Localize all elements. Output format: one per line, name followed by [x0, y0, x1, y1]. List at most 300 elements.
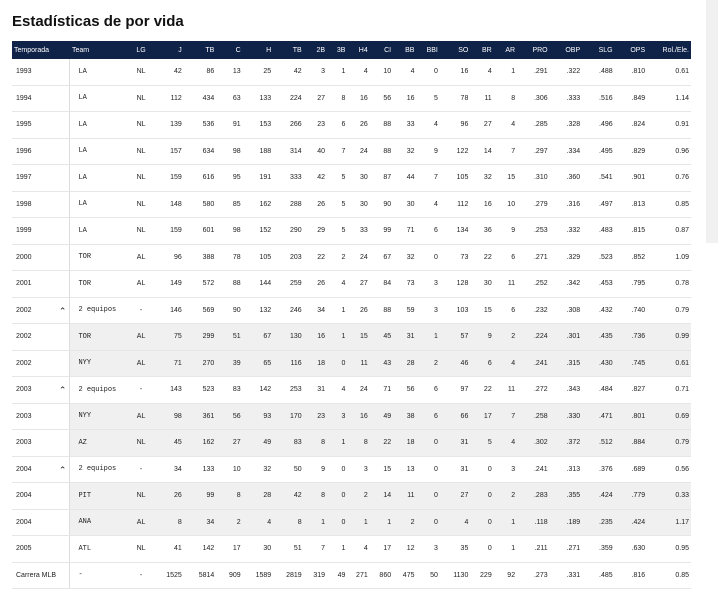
stat-cell: 9 [304, 456, 327, 483]
stat-cell: .827 [615, 377, 648, 404]
stat-cell: 42 [273, 59, 303, 85]
stat-cell: 0.71 [647, 377, 691, 404]
stat-cell: 11 [494, 271, 517, 298]
stat-cell: 388 [184, 244, 217, 271]
column-header[interactable]: AR [505, 46, 516, 54]
stat-cell: .471 [582, 403, 615, 430]
stat-cell: 2 [416, 350, 439, 377]
stat-cell: 5 [327, 165, 347, 192]
stat-cell: 18 [393, 430, 416, 457]
stat-cell: 36 [470, 218, 493, 245]
stat-cell: 10 [370, 59, 393, 85]
table-subrow [12, 509, 691, 536]
stat-cell: 22 [304, 244, 327, 271]
stat-cell: .689 [615, 456, 648, 483]
season-cell: 1994 [12, 85, 70, 112]
stat-cell: 83 [273, 430, 303, 457]
stat-cell: 11 [393, 483, 416, 510]
column-header[interactable]: PRO [532, 46, 548, 54]
stat-cell: 90 [216, 297, 242, 324]
stat-cell: .376 [582, 456, 615, 483]
stat-cell: .541 [582, 165, 615, 192]
stat-cell: 170 [273, 403, 303, 430]
stat-cell: 0.85 [647, 191, 691, 218]
stat-cell: 5 [327, 191, 347, 218]
chevron-up-icon[interactable]: ⌃ [58, 464, 67, 475]
stat-cell: 32 [470, 165, 493, 192]
table-row[interactable] [12, 456, 691, 483]
stat-cell: 569 [184, 297, 217, 324]
column-header[interactable]: BBI [426, 46, 438, 54]
team-cell: ATL [70, 536, 127, 563]
season-cell: 1993 [12, 59, 70, 85]
column-header[interactable]: BR [481, 46, 492, 54]
stat-cell: 229 [470, 562, 493, 589]
league-cell: NL [127, 138, 155, 165]
team-cell: LA [70, 191, 127, 218]
stat-cell: 130 [273, 324, 303, 351]
stat-cell: 33 [347, 218, 369, 245]
stat-cell: 15 [370, 456, 393, 483]
stat-cell: 91 [216, 112, 242, 139]
stat-cell: 3 [416, 536, 439, 563]
column-header[interactable]: J [178, 46, 182, 54]
stat-cell: .302 [517, 430, 550, 457]
stat-cell: 0.79 [647, 297, 691, 324]
league-cell: AL [127, 271, 155, 298]
table-row [12, 85, 691, 112]
stat-cell: 5 [470, 430, 493, 457]
team-cell: NYY [70, 403, 127, 430]
column-header[interactable]: OBP [565, 46, 581, 54]
table-subrow [12, 324, 691, 351]
stat-cell: 1 [416, 324, 439, 351]
chevron-up-icon[interactable]: ⌃ [58, 305, 67, 316]
league-cell: - [127, 456, 155, 483]
stat-cell: 27 [347, 271, 369, 298]
stat-cell: 27 [304, 85, 327, 112]
stat-cell: .630 [615, 536, 648, 563]
stat-cell: 122 [440, 138, 470, 165]
stat-cell: 30 [347, 191, 369, 218]
league-cell: NL [127, 85, 155, 112]
stat-cell: .810 [615, 59, 648, 85]
stat-cell: .736 [615, 324, 648, 351]
stat-cell: 5 [416, 85, 439, 112]
stat-cell: .355 [550, 483, 583, 510]
table-row [12, 562, 691, 589]
stat-cell: .334 [550, 138, 583, 165]
stat-cell: 0 [416, 509, 439, 536]
stat-cell: .884 [615, 430, 648, 457]
stat-cell: 28 [393, 350, 416, 377]
stat-cell: 92 [494, 562, 517, 589]
stat-cell: .435 [582, 324, 615, 351]
stat-cell: 152 [243, 218, 273, 245]
stat-cell: 8 [494, 85, 517, 112]
stat-cell: 17 [370, 536, 393, 563]
stat-cell: 2 [393, 509, 416, 536]
stat-cell: .852 [615, 244, 648, 271]
stat-cell: .306 [517, 85, 550, 112]
stat-cell: 71 [370, 377, 393, 404]
stat-cell: .328 [550, 112, 583, 139]
stat-cell: 40 [304, 138, 327, 165]
stat-cell: 523 [184, 377, 217, 404]
season-cell: 1996 [12, 138, 70, 165]
stat-cell: 22 [470, 244, 493, 271]
stat-cell: 98 [216, 138, 242, 165]
stat-cell: 31 [440, 430, 470, 457]
season-cell: 1995 [12, 112, 70, 139]
stat-cell: .432 [582, 297, 615, 324]
stat-cell: 4 [416, 191, 439, 218]
stat-cell: .241 [517, 456, 550, 483]
stat-cell: 17 [216, 536, 242, 563]
stat-cell: 24 [347, 138, 369, 165]
stat-cell: 4 [494, 112, 517, 139]
stat-cell: 4 [347, 536, 369, 563]
stat-cell: .359 [582, 536, 615, 563]
stat-cell: 8 [155, 509, 183, 536]
column-header[interactable]: H [266, 46, 272, 54]
team-cell: ANA [70, 509, 127, 536]
stat-cell: .745 [615, 350, 648, 377]
season-cell: 1999 [12, 218, 70, 245]
stat-cell: .232 [517, 297, 550, 324]
stat-cell: 11 [494, 377, 517, 404]
stat-cell: 90 [370, 191, 393, 218]
stat-cell: 8 [304, 430, 327, 457]
column-header[interactable]: Team [71, 46, 90, 54]
column-header[interactable]: TB [292, 46, 302, 54]
column-header[interactable]: C [235, 46, 241, 54]
stat-cell: .211 [517, 536, 550, 563]
table-row [12, 165, 691, 192]
stat-cell: 361 [184, 403, 217, 430]
stat-cell: 0.79 [647, 430, 691, 457]
column-header[interactable]: SLG [598, 46, 613, 54]
stat-cell: 59 [393, 297, 416, 324]
season-cell: 1998 [12, 191, 70, 218]
stat-cell: 0.85 [647, 562, 691, 589]
table-subrow [12, 430, 691, 457]
stat-cell: 50 [416, 562, 439, 589]
stat-cell: 14 [470, 138, 493, 165]
chevron-up-icon[interactable]: ⌃ [58, 385, 67, 395]
stat-cell: 1130 [440, 562, 470, 589]
stat-cell: .360 [550, 165, 583, 192]
stat-cell: 1 [327, 430, 347, 457]
stat-cell: 0 [327, 456, 347, 483]
stat-cell: 860 [370, 562, 393, 589]
league-cell: AL [127, 509, 155, 536]
table-row[interactable] [12, 297, 691, 324]
stat-cell: 0 [327, 483, 347, 510]
stat-cell: 57 [440, 324, 470, 351]
stat-cell: 32 [243, 456, 273, 483]
table-row [12, 271, 691, 298]
league-cell: AL [127, 350, 155, 377]
table-row [12, 138, 691, 165]
stat-cell: 191 [243, 165, 273, 192]
stat-cell: 45 [155, 430, 183, 457]
stat-cell: 246 [273, 297, 303, 324]
stat-cell: 12 [393, 536, 416, 563]
stat-cell: .329 [550, 244, 583, 271]
stat-cell: 0.91 [647, 112, 691, 139]
stat-cell: .829 [615, 138, 648, 165]
stat-cell: 0 [470, 483, 493, 510]
stat-cell: 65 [243, 350, 273, 377]
career-stats-table [12, 41, 691, 589]
stat-cell: 15 [494, 165, 517, 192]
stat-cell: 601 [184, 218, 217, 245]
stat-cell: 103 [440, 297, 470, 324]
league-cell: - [127, 562, 155, 589]
league-cell: AL [127, 324, 155, 351]
stat-cell: 7 [327, 138, 347, 165]
stat-cell: 6 [416, 218, 439, 245]
stat-cell: .430 [582, 350, 615, 377]
column-header[interactable]: 3B [336, 46, 346, 54]
stat-cell: 31 [393, 324, 416, 351]
table-subrow [12, 350, 691, 377]
column-header[interactable]: LG [136, 46, 146, 54]
stat-cell: 49 [327, 562, 347, 589]
column-header[interactable]: SO [458, 46, 469, 54]
season-cell: 1997 [12, 165, 70, 192]
stat-cell: 909 [216, 562, 242, 589]
stat-cell: 4 [327, 271, 347, 298]
column-header[interactable]: OPS [630, 46, 646, 54]
stat-cell: .332 [550, 218, 583, 245]
stat-cell: 75 [155, 324, 183, 351]
stat-cell: 0 [416, 483, 439, 510]
stat-cell: 30 [243, 536, 273, 563]
team-cell: 2 equipos [70, 297, 127, 324]
stat-cell: 9 [416, 138, 439, 165]
stat-cell: .315 [550, 350, 583, 377]
stat-cell: 25 [243, 59, 273, 85]
stat-cell: 4 [440, 509, 470, 536]
team-cell: TOR [70, 244, 127, 271]
stat-cell: 4 [243, 509, 273, 536]
stat-cell: 149 [155, 271, 183, 298]
stat-cell: .252 [517, 271, 550, 298]
league-cell: NL [127, 483, 155, 510]
stat-cell: .271 [517, 244, 550, 271]
column-header[interactable]: H4 [358, 46, 368, 54]
table-row[interactable] [12, 377, 691, 404]
stat-cell: 8 [216, 483, 242, 510]
stat-cell: 83 [216, 377, 242, 404]
stat-cell: 134 [440, 218, 470, 245]
stat-cell: 5814 [184, 562, 217, 589]
stat-cell: .189 [550, 509, 583, 536]
stat-cell: 143 [155, 377, 183, 404]
stat-cell: 6 [494, 297, 517, 324]
stat-cell: 3 [494, 456, 517, 483]
stat-cell: 133 [243, 85, 273, 112]
stat-cell: 88 [370, 112, 393, 139]
stat-cell: 13 [216, 59, 242, 85]
stat-cell: 105 [243, 244, 273, 271]
stat-cell: 24 [347, 377, 369, 404]
stat-cell: 56 [370, 85, 393, 112]
stat-cell: 39 [216, 350, 242, 377]
stat-cell: .485 [582, 562, 615, 589]
league-cell: - [127, 377, 155, 404]
stat-cell: 2 [347, 483, 369, 510]
stat-cell: 63 [216, 85, 242, 112]
team-cell: AZ [70, 430, 127, 457]
table-row [12, 112, 691, 139]
stat-cell: 142 [243, 377, 273, 404]
stat-cell: 0 [416, 456, 439, 483]
stat-cell: 45 [370, 324, 393, 351]
league-cell: AL [127, 403, 155, 430]
stat-cell: 16 [393, 85, 416, 112]
stat-cell: .484 [582, 377, 615, 404]
stat-cell: 93 [243, 403, 273, 430]
stat-cell: 580 [184, 191, 217, 218]
stat-cell: 10 [216, 456, 242, 483]
stat-cell: 4 [416, 112, 439, 139]
stat-cell: 26 [304, 271, 327, 298]
column-header[interactable]: Rol./Ele. [662, 46, 689, 54]
team-cell: 2 equipos [70, 377, 127, 404]
column-header[interactable]: CI [384, 46, 392, 54]
stat-cell: .801 [615, 403, 648, 430]
season-cell: 2005 [12, 536, 70, 563]
stat-cell: 43 [370, 350, 393, 377]
stat-cell: 3 [327, 403, 347, 430]
stat-cell: 1 [494, 509, 517, 536]
stat-cell: 31 [440, 456, 470, 483]
season-cell: 2000 [12, 244, 70, 271]
stat-cell: .279 [517, 191, 550, 218]
stat-cell: 16 [470, 191, 493, 218]
stat-cell: .333 [550, 85, 583, 112]
stat-cell: 7 [416, 165, 439, 192]
stat-cell: 133 [184, 456, 217, 483]
stat-cell: 1 [327, 536, 347, 563]
stat-cell: 26 [347, 112, 369, 139]
stat-cell: 128 [440, 271, 470, 298]
column-header[interactable]: Temporada [14, 46, 50, 54]
stat-cell: 4 [494, 350, 517, 377]
stat-cell: 333 [273, 165, 303, 192]
team-cell: PIT [70, 483, 127, 510]
stat-cell: .495 [582, 138, 615, 165]
stat-cell: .285 [517, 112, 550, 139]
stat-cell: 35 [440, 536, 470, 563]
stat-cell: 162 [243, 191, 273, 218]
stat-cell: 88 [370, 297, 393, 324]
stat-cell: .118 [517, 509, 550, 536]
stat-cell: 4 [347, 59, 369, 85]
stat-cell: 259 [273, 271, 303, 298]
stat-cell: 2819 [273, 562, 303, 589]
stat-cell: 5 [327, 218, 347, 245]
stat-cell: 51 [273, 536, 303, 563]
stat-cell: 572 [184, 271, 217, 298]
stat-cell: 0 [416, 430, 439, 457]
stat-cell: 7 [494, 138, 517, 165]
stat-cell: 16 [440, 59, 470, 85]
stat-cell: 23 [304, 112, 327, 139]
table-row [12, 191, 691, 218]
stat-cell: 2 [216, 509, 242, 536]
stat-cell: 99 [184, 483, 217, 510]
stat-cell: 0.61 [647, 350, 691, 377]
stat-cell: 3 [416, 297, 439, 324]
season-cell: 2002 [12, 324, 70, 351]
column-header[interactable]: TB [205, 46, 215, 54]
stat-cell: 2 [327, 244, 347, 271]
stat-cell: 31 [304, 377, 327, 404]
stat-cell: 1589 [243, 562, 273, 589]
stat-cell: 49 [370, 403, 393, 430]
scrollbar[interactable] [706, 0, 718, 243]
season-cell: 2003 [12, 430, 70, 457]
column-header[interactable]: 2B [316, 46, 326, 54]
stat-cell: 0.61 [647, 59, 691, 85]
stat-cell: 99 [370, 218, 393, 245]
stat-cell: 71 [393, 218, 416, 245]
stat-cell: .497 [582, 191, 615, 218]
column-header[interactable]: BB [405, 46, 415, 54]
stat-cell: 203 [273, 244, 303, 271]
stat-cell: 96 [155, 244, 183, 271]
team-cell: LA [70, 85, 127, 112]
stat-cell: .291 [517, 59, 550, 85]
stat-cell: 0.95 [647, 536, 691, 563]
stat-cell: 6 [470, 350, 493, 377]
stat-cell: 27 [470, 112, 493, 139]
stat-cell: 34 [184, 509, 217, 536]
stat-cell: .372 [550, 430, 583, 457]
stat-cell: 16 [304, 324, 327, 351]
stat-cell: 34 [304, 297, 327, 324]
stat-cell: 0 [470, 456, 493, 483]
season-cell: 2004 [12, 509, 70, 536]
stat-cell: 6 [327, 112, 347, 139]
stat-cell: 33 [393, 112, 416, 139]
stat-cell: 536 [184, 112, 217, 139]
stat-cell: 1 [370, 509, 393, 536]
stat-cell: 475 [393, 562, 416, 589]
stat-cell: 266 [273, 112, 303, 139]
stat-cell: 50 [273, 456, 303, 483]
stat-cell: 17 [470, 403, 493, 430]
stat-cell: 0 [416, 59, 439, 85]
stat-cell: 0 [327, 350, 347, 377]
stat-cell: 7 [304, 536, 327, 563]
stat-cell: 15 [347, 324, 369, 351]
stat-cell: 1 [304, 509, 327, 536]
stat-cell: 116 [273, 350, 303, 377]
stat-cell: 51 [216, 324, 242, 351]
stat-cell: 6 [494, 244, 517, 271]
stat-cell: 2 [494, 483, 517, 510]
stat-cell: 98 [216, 218, 242, 245]
stat-cell: 67 [243, 324, 273, 351]
stat-cell: 86 [184, 59, 217, 85]
stat-cell: .313 [550, 456, 583, 483]
stat-cell: 0 [416, 244, 439, 271]
